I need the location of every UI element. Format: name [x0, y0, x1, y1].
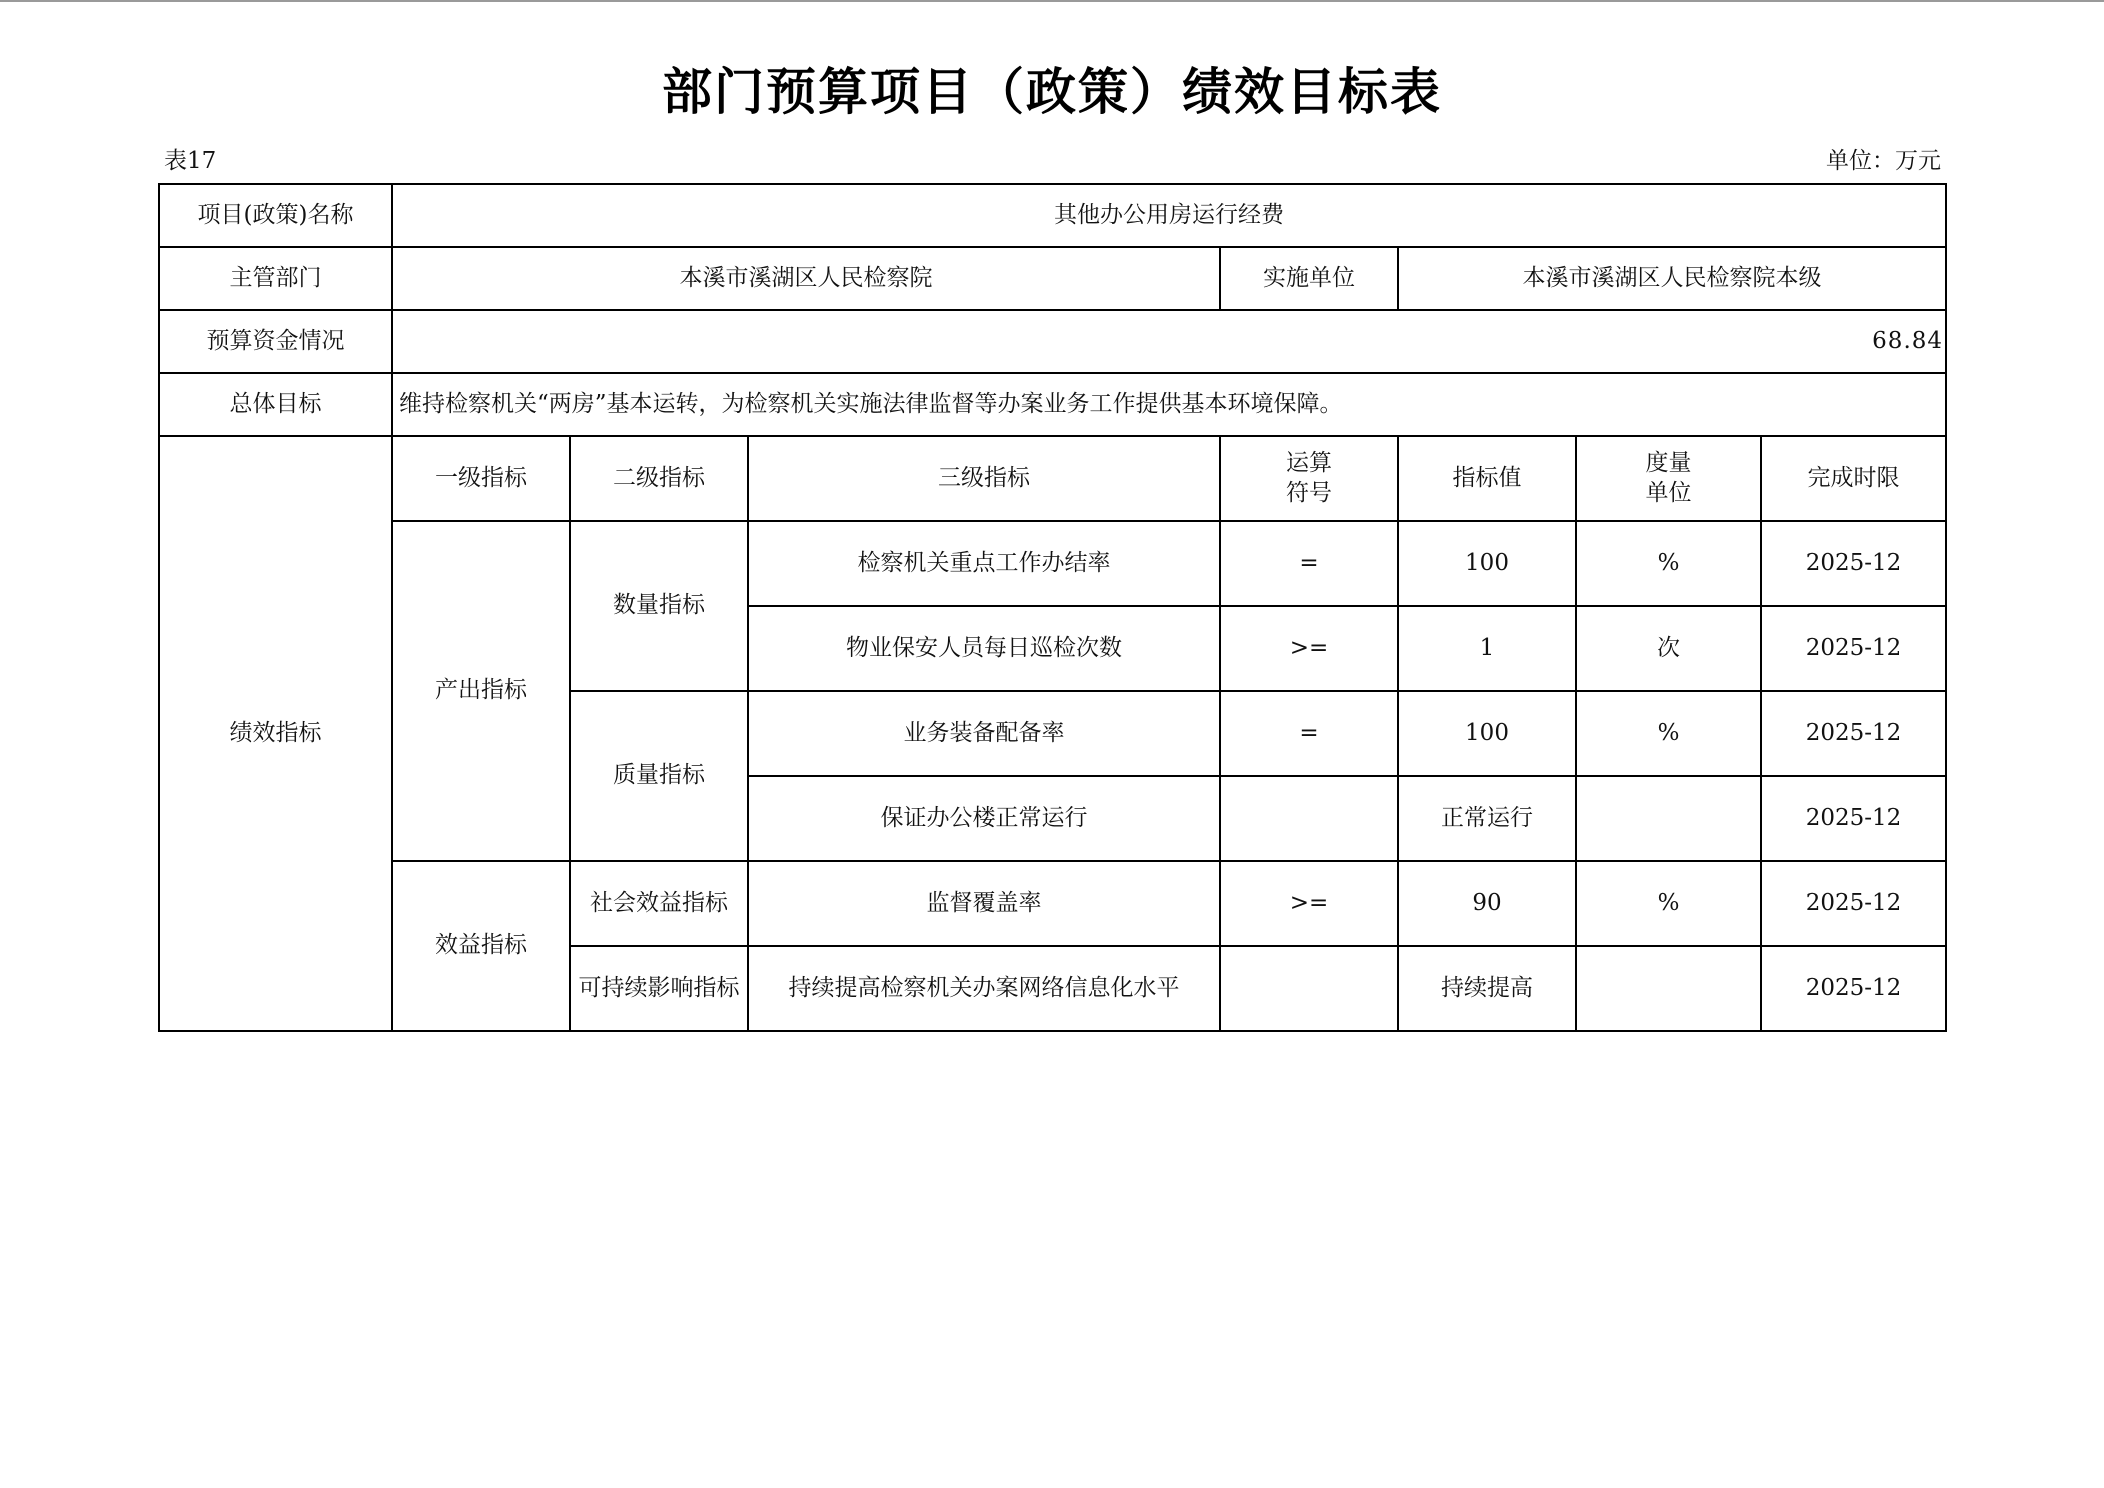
row-operator	[1220, 946, 1398, 1031]
row-indicator: 保证办公楼正常运行	[748, 776, 1220, 861]
implementer-label: 实施单位	[1220, 247, 1398, 310]
row-deadline: 2025-12	[1761, 776, 1946, 861]
row-deadline: 2025-12	[1761, 521, 1946, 606]
header-level2: 二级指标	[570, 436, 748, 521]
row-deadline: 2025-12	[1761, 861, 1946, 946]
row-value: 正常运行	[1398, 776, 1576, 861]
table-number: 表17	[164, 148, 217, 174]
row-unit: %	[1576, 521, 1761, 606]
row-unit	[1576, 946, 1761, 1031]
row-operator: =	[1220, 521, 1398, 606]
level2-social: 社会效益指标	[570, 861, 748, 946]
header-unit	[1576, 436, 1761, 521]
row-operator: >=	[1220, 861, 1398, 946]
row-value: 90	[1398, 861, 1576, 946]
department-label: 主管部门	[159, 247, 392, 310]
implementer-value: 本溪市溪湖区人民检察院本级	[1398, 247, 1946, 310]
row-unit: %	[1576, 861, 1761, 946]
project-name-value: 其他办公用房运行经费	[392, 184, 1946, 247]
row-value: 100	[1398, 691, 1576, 776]
header-deadline: 完成时限	[1761, 436, 1946, 521]
table-row	[159, 521, 1946, 606]
performance-label: 绩效指标	[159, 436, 392, 1031]
row-unit: %	[1576, 691, 1761, 776]
row-budget	[159, 310, 1946, 373]
row-indicator: 物业保安人员每日巡检次数	[748, 606, 1220, 691]
header-value: 指标值	[1398, 436, 1576, 521]
header-operator-line2: 符号	[1286, 479, 1332, 506]
header-unit-line1: 度量	[1645, 449, 1692, 476]
row-deadline: 2025-12	[1761, 691, 1946, 776]
row-deadline: 2025-12	[1761, 946, 1946, 1031]
row-operator	[1220, 776, 1398, 861]
row-indicator: 业务装备配备率	[748, 691, 1220, 776]
header-operator-line1: 运算	[1286, 449, 1332, 476]
level2-quantity: 数量指标	[570, 521, 748, 691]
row-value: 持续提高	[1398, 946, 1576, 1031]
unit-label: 单位：万元	[1826, 148, 1941, 174]
row-department	[159, 247, 1946, 310]
row-indicator: 监督覆盖率	[748, 861, 1220, 946]
header-level1: 一级指标	[392, 436, 570, 521]
row-unit	[1576, 776, 1761, 861]
row-deadline: 2025-12	[1761, 606, 1946, 691]
level1-benefit: 效益指标	[392, 861, 570, 1031]
indicator-header-row	[159, 436, 1946, 521]
level1-output: 产出指标	[392, 521, 570, 861]
page-top-border	[0, 0, 2104, 2]
overall-goal-label: 总体目标	[159, 373, 392, 436]
row-indicator: 检察机关重点工作办结率	[748, 521, 1220, 606]
row-value: 100	[1398, 521, 1576, 606]
row-operator: =	[1220, 691, 1398, 776]
header-level3: 三级指标	[748, 436, 1220, 521]
row-project-name	[159, 184, 1946, 247]
performance-target-table	[158, 183, 1947, 1032]
row-value: 1	[1398, 606, 1576, 691]
row-indicator: 持续提高检察机关办案网络信息化水平	[748, 946, 1220, 1031]
table-row	[159, 861, 1946, 946]
overall-goal-value: 维持检察机关“两房”基本运转，为检察机关实施法律监督等办案业务工作提供基本环境保障。	[392, 373, 1946, 436]
level2-quality: 质量指标	[570, 691, 748, 861]
level2-sustainable: 可持续影响指标	[570, 946, 748, 1031]
row-operator: >=	[1220, 606, 1398, 691]
project-name-label: 项目(政策)名称	[159, 184, 392, 247]
header-unit-line2: 单位	[1645, 479, 1692, 506]
header-operator	[1220, 436, 1398, 521]
department-value: 本溪市溪湖区人民检察院	[392, 247, 1220, 310]
row-unit: 次	[1576, 606, 1761, 691]
page-title: 部门预算项目（政策）绩效目标表	[662, 63, 1442, 121]
budget-value: 68.84	[392, 310, 1946, 373]
budget-label: 预算资金情况	[159, 310, 392, 373]
row-overall-goal	[159, 373, 1946, 436]
